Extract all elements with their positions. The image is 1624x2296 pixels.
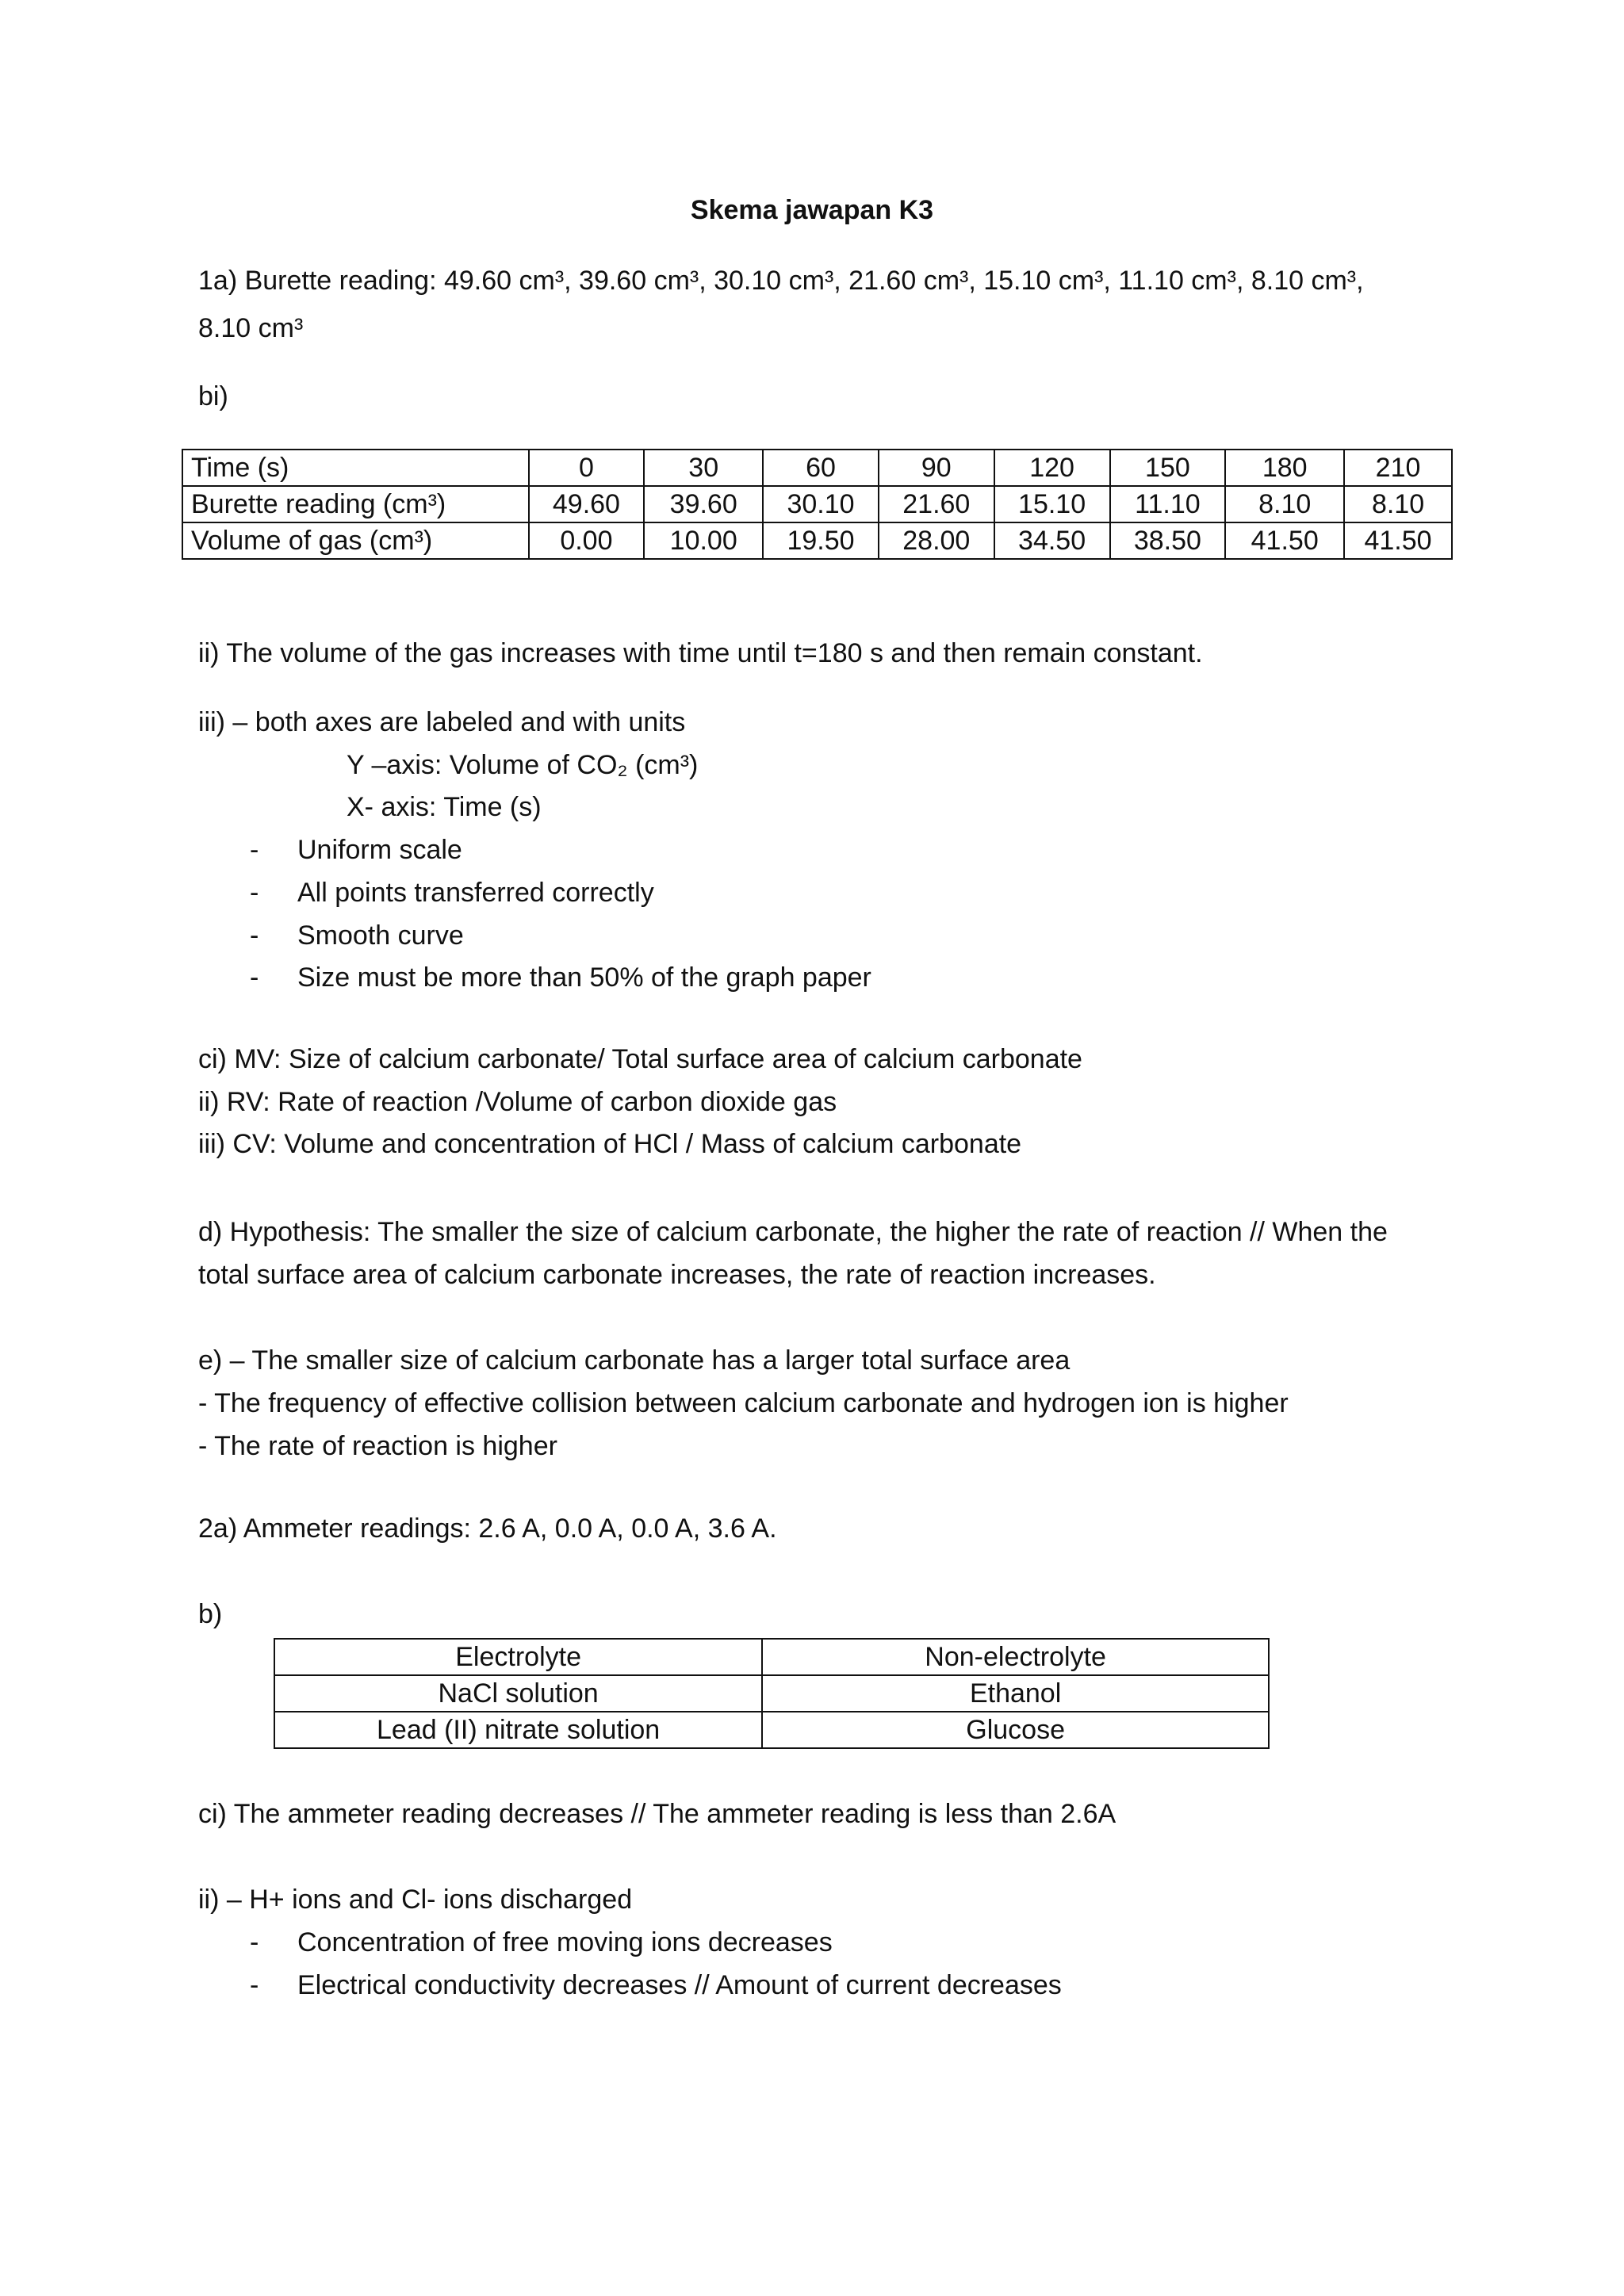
q1biii-bullet: Size must be more than 50% of the graph paper <box>297 962 871 993</box>
table-cell: 49.60 <box>529 486 645 522</box>
q1bi-label: bi) <box>198 381 228 411</box>
table-cell: 41.50 <box>1225 522 1344 559</box>
row-label: Time (s) <box>182 450 529 486</box>
q1e-line2: - The frequency of effective collision between calcium carbonate and hydrogen ion is higher <box>198 1388 1289 1418</box>
q1biii-bullet: Uniform scale <box>297 835 462 865</box>
table-cell: 8.10 <box>1225 486 1344 522</box>
table-cell: Ethanol <box>762 1675 1269 1712</box>
table-cell: 30.10 <box>763 486 879 522</box>
table-cell: 150 <box>1110 450 1226 486</box>
table-cell: NaCl solution <box>274 1675 762 1712</box>
table-cell: 21.60 <box>879 486 994 522</box>
q2cii-text: ii) – H+ ions and Cl- ions discharged <box>198 1885 633 1915</box>
results-table <box>182 449 1453 560</box>
bullet-dash: - <box>250 1970 259 2000</box>
q2a-text: 2a) Ammeter readings: 2.6 A, 0.0 A, 0.0 A, 3.6 A. <box>198 1513 777 1544</box>
table-header-row <box>274 1639 1269 1675</box>
table-cell: 30 <box>644 450 763 486</box>
table-cell: 60 <box>763 450 879 486</box>
table-cell: 15.10 <box>994 486 1110 522</box>
table-cell: 11.10 <box>1110 486 1226 522</box>
table-cell: Lead (II) nitrate solution <box>274 1712 762 1748</box>
q1biii-xaxis: X- axis: Time (s) <box>347 792 542 822</box>
row-label: Burette reading (cm³) <box>182 486 529 522</box>
table-cell: 8.10 <box>1344 486 1452 522</box>
table-row <box>182 522 1452 559</box>
q1e-line1: e) – The smaller size of calcium carbonate has a larger total surface area <box>198 1345 1071 1376</box>
row-label: Volume of gas (cm³) <box>182 522 529 559</box>
table-cell: 19.50 <box>763 522 879 559</box>
table-row <box>182 486 1452 522</box>
bullet-dash: - <box>250 1927 259 1957</box>
q1biii-bullet: All points transferred correctly <box>297 878 654 908</box>
q1biii-intro: iii) – both axes are labeled and with units <box>198 707 686 737</box>
bullet-dash: - <box>250 878 259 908</box>
q1d-line1: d) Hypothesis: The smaller the size of calcium carbonate, the higher the rate of reaction // When the <box>198 1217 1388 1247</box>
q1a-line1: 1a) Burette reading: 49.60 cm³, 39.60 cm³, 30.10 cm³, 21.60 cm³, 15.10 cm³, 11.10 cm³, 8.10 cm³, <box>198 266 1364 296</box>
table-row <box>274 1712 1269 1748</box>
table-cell: 41.50 <box>1344 522 1452 559</box>
q2c-bullet: Concentration of free moving ions decreases <box>297 1927 833 1957</box>
column-header: Electrolyte <box>274 1639 762 1675</box>
table-cell: Glucose <box>762 1712 1269 1748</box>
page-title: Skema jawapan K3 <box>690 195 934 225</box>
q2ci-text: ci) The ammeter reading decreases // The ammeter reading is less than 2.6A <box>198 1799 1116 1829</box>
q2b-label: b) <box>198 1599 223 1629</box>
electrolyte-table <box>274 1638 1270 1749</box>
table-cell: 38.50 <box>1110 522 1226 559</box>
q1ciii-text: iii) CV: Volume and concentration of HCl / Mass of calcium carbonate <box>198 1129 1022 1159</box>
table-row <box>274 1675 1269 1712</box>
column-header: Non-electrolyte <box>762 1639 1269 1675</box>
q1e-line3: - The rate of reaction is higher <box>198 1431 557 1461</box>
bullet-dash: - <box>250 835 259 865</box>
table-cell: 90 <box>879 450 994 486</box>
bullet-dash: - <box>250 920 259 951</box>
table-cell: 34.50 <box>994 522 1110 559</box>
bullet-dash: - <box>250 962 259 993</box>
q1biii-yaxis: Y –axis: Volume of CO₂ (cm³) <box>347 750 699 780</box>
q1bii-text: ii) The volume of the gas increases with time until t=180 s and then remain constant. <box>198 638 1203 668</box>
table-cell: 210 <box>1344 450 1452 486</box>
table-cell: 0 <box>529 450 645 486</box>
table-cell: 180 <box>1225 450 1344 486</box>
q1biii-bullet: Smooth curve <box>297 920 464 951</box>
q1ci-text: ci) MV: Size of calcium carbonate/ Total surface area of calcium carbonate <box>198 1044 1082 1074</box>
table-cell: 39.60 <box>644 486 763 522</box>
q1cii-text: ii) RV: Rate of reaction /Volume of carbon dioxide gas <box>198 1087 837 1117</box>
table-cell: 28.00 <box>879 522 994 559</box>
table-cell: 0.00 <box>529 522 645 559</box>
table-cell: 120 <box>994 450 1110 486</box>
q1a-line2: 8.10 cm³ <box>198 313 304 343</box>
q2c-bullet: Electrical conductivity decreases // Amount of current decreases <box>297 1970 1062 2000</box>
q1d-line2: total surface area of calcium carbonate increases, the rate of reaction increases. <box>198 1260 1156 1290</box>
table-cell: 10.00 <box>644 522 763 559</box>
table-row <box>182 450 1452 486</box>
